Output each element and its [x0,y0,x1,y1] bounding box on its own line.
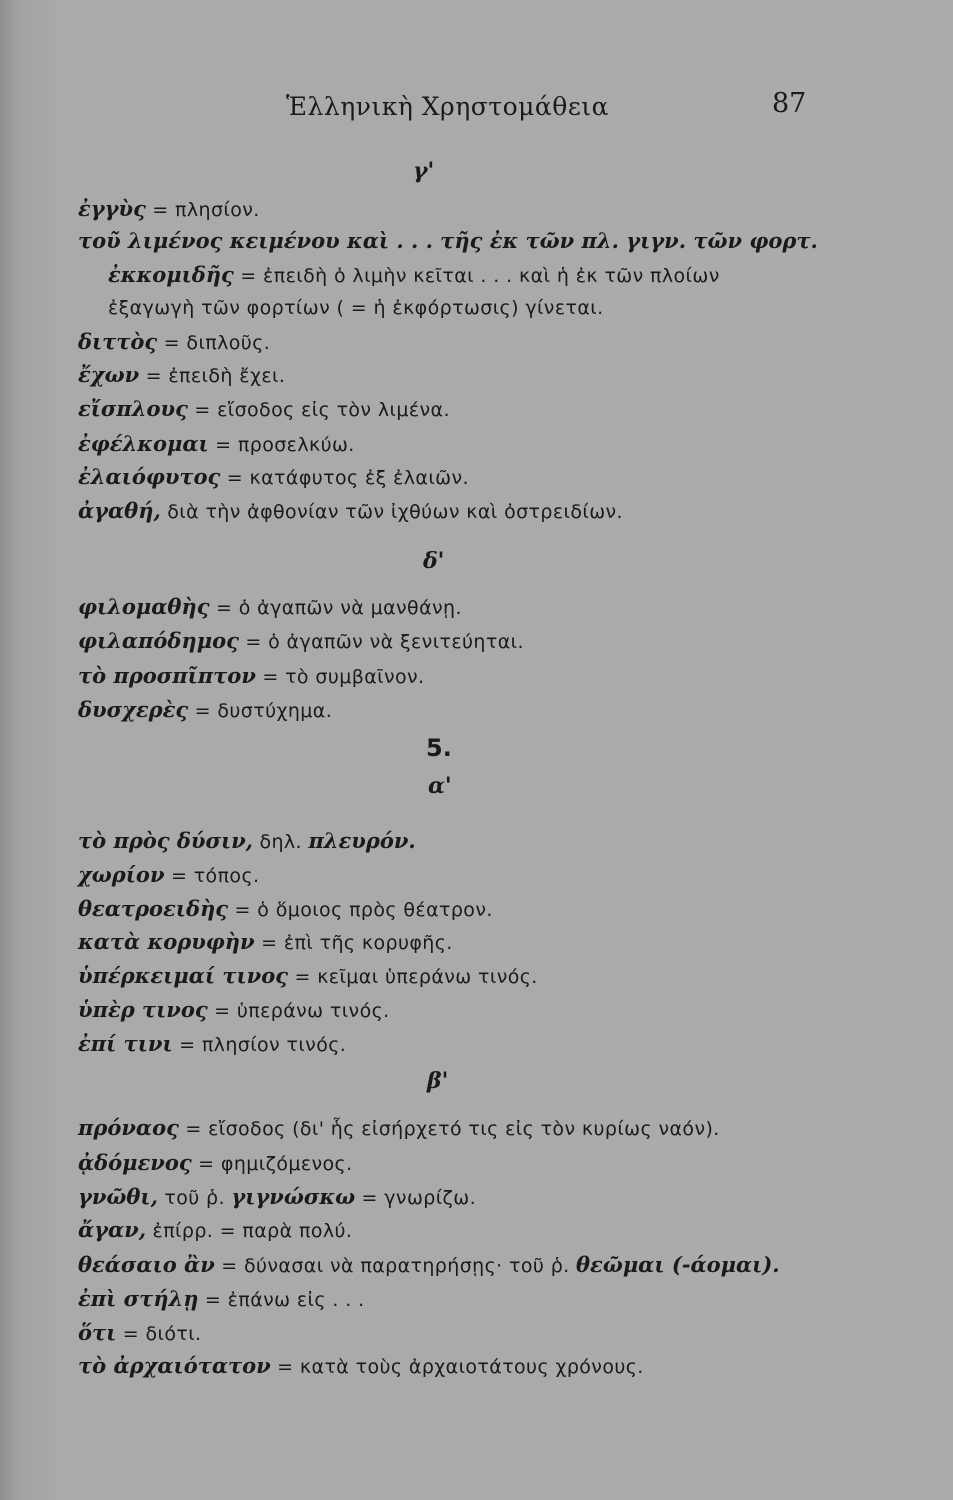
entry-lemma: ἀγαθή, [78,498,161,523]
entry-line [78,194,260,225]
entry-line [78,826,416,857]
section-heading-delta: δ' [423,548,445,574]
entry-gloss: = ὁ ἀγαπῶν νὰ ξενιτεύηται. [238,631,524,653]
entry-gloss: = τὸ συμβαῖνον. [255,666,425,688]
entry-gloss: = ἐπειδὴ ἔχει. [139,365,286,387]
entry-gloss: = ὁ ἀγαπῶν νὰ μανθάνῃ. [209,597,462,619]
entry-lemma: γνῶθι, [78,1184,158,1209]
entry-gloss: = κεῖμαι ὑπεράνω τινός. [288,966,538,988]
entry-gloss: δηλ. [253,831,309,853]
entry-lemma: ὑπὲρ τινος [78,997,208,1022]
entry-lemma: ἐφέλκομαι [78,431,209,456]
entry-lemma: ἄγαν, [78,1217,147,1242]
entry-lemma: φιλαπόδημος [78,628,239,653]
entry-gloss: = ὑπεράνω τινός. [207,1000,390,1022]
entry-line [78,462,469,493]
entry-gloss: = πλησίον τινός. [172,1034,347,1056]
entry-line [78,1351,644,1382]
entry-gloss: = δύνασαι νὰ παρατηρήσῃς· τοῦ ῥ. [214,1255,577,1277]
entry-line [78,1029,346,1060]
entry-gloss-secondary: = γνωρίζω. [355,1187,477,1209]
entry-gloss: ἐξαγωγὴ τῶν φορτίων ( = ἡ ἐκφόρτωσις) γίνεται. [108,297,604,319]
entry-lemma: ἐπί τινι [78,1031,173,1056]
entry-line [78,626,524,657]
entry-gloss: = πλησίον. [145,199,260,221]
entry-gloss: = εἴσοδος (δι' ἧς εἰσήρχετό τις εἰς τὸν κυρίως ναόν). [178,1118,720,1140]
entry-line [78,1113,720,1144]
running-header-title: Ἑλληνικὴ Χρηστομάθεια [286,92,609,121]
entry-line [78,592,462,623]
entry-lemma-secondary: γιγνώσκω [231,1184,356,1209]
section-heading-beta: β' [427,1068,449,1094]
entry-lemma: ἐκκομιδῆς [108,262,234,287]
entry-lemma: ἐγγὺς [78,196,146,221]
section-heading-alpha: α' [428,773,452,799]
entry-line [78,1148,353,1179]
entry-line [78,496,623,527]
entry-lemma: εἴσπλους [78,396,188,421]
entry-lemma: δυσχερὲς [78,697,189,722]
entry-gloss: = διότι. [116,1323,202,1345]
entry-line [78,927,453,958]
entry-line [78,360,285,391]
entry-line [78,695,332,726]
entry-lemma: τὸ ἀρχαιότατον [78,1353,271,1378]
entry-line [78,860,259,891]
entry-lemma: πρόναος [78,1115,179,1140]
entry-line [78,995,390,1026]
entry-line [78,894,493,925]
entry-lemma: ἐλαιόφυτος [78,464,221,489]
entry-line [78,1250,780,1281]
entry-line [78,327,270,358]
entry-lemma: χωρίον [78,862,165,887]
section-heading-gamma: γ' [413,158,435,184]
entry-line [78,661,425,692]
entry-line [78,1215,352,1246]
entry-lemma: τὸ πρὸς δύσιν, [78,828,253,853]
entry-lemma: τὸ προσπῖπτον [78,663,256,688]
page-number: 87 [772,88,807,119]
entry-gloss: = ἐπειδὴ ὁ λιμὴν κεῖται . . . καὶ ἡ ἐκ τῶν πλοίων [233,265,720,287]
entry-lemma: θεάσαιο ἂν [78,1252,215,1277]
entry-lemma: τοῦ λιμένος κειμένου καὶ . . . τῆς ἐκ τῶν πλ. γιγν. τῶν φορτ. [78,228,818,253]
entry-lemma: ὅτι [78,1320,117,1345]
entry-lemma: θεατροειδὴς [78,896,229,921]
entry-gloss: = ὁ ὅμοιος πρὸς θέατρον. [228,899,493,921]
chapter-number: 5. [426,734,452,762]
entry-gloss: τοῦ ῥ. [157,1187,232,1209]
entry-lemma-secondary: πλευρόν. [308,828,416,853]
entry-gloss: ἐπίρρ. = παρὰ πολύ. [146,1220,353,1242]
entry-gloss: = δυστύχημα. [188,700,333,722]
entry-line [108,292,604,323]
entry-lemma: διττὸς [78,329,158,354]
entry-line [78,226,818,257]
entry-lemma: κατὰ κορυφὴν [78,929,255,954]
entry-line [78,1182,476,1213]
entry-lemma: ὑπέρκειμαί τινος [78,963,288,988]
entry-gloss: διὰ τὴν ἀφθονίαν τῶν ἰχθύων καὶ ὀστρειδίων. [160,501,623,523]
entry-line [108,260,720,291]
entry-lemma-secondary: θεῶμαι (-άομαι). [576,1252,780,1277]
entry-gloss: = διπλοῦς. [157,332,271,354]
entry-line [78,1284,365,1315]
entry-lemma: ᾀδόμενος [78,1150,192,1175]
entry-lemma: ἔχων [78,362,140,387]
entry-gloss: = κατὰ τοὺς ἀρχαιοτάτους χρόνους. [270,1356,644,1378]
entry-lemma: φιλομαθὴς [78,594,210,619]
entry-gloss: = τόπος. [164,865,260,887]
entry-line [78,394,450,425]
entry-gloss: = κατάφυτος ἐξ ἐλαιῶν. [220,467,469,489]
entry-line [78,961,538,992]
entry-lemma: ἐπὶ στήλῃ [78,1286,199,1311]
entry-line [78,1318,202,1349]
entry-gloss: = προσελκύω. [208,434,355,456]
entry-gloss: = ἐπάνω εἰς . . . [198,1289,365,1311]
entry-gloss: = ἐπὶ τῆς κορυφῆς. [254,932,453,954]
entry-line [78,429,355,460]
entry-gloss: = εἴσοδος εἰς τὸν λιμένα. [187,399,450,421]
entry-gloss: = φημιζόμενος. [191,1153,353,1175]
